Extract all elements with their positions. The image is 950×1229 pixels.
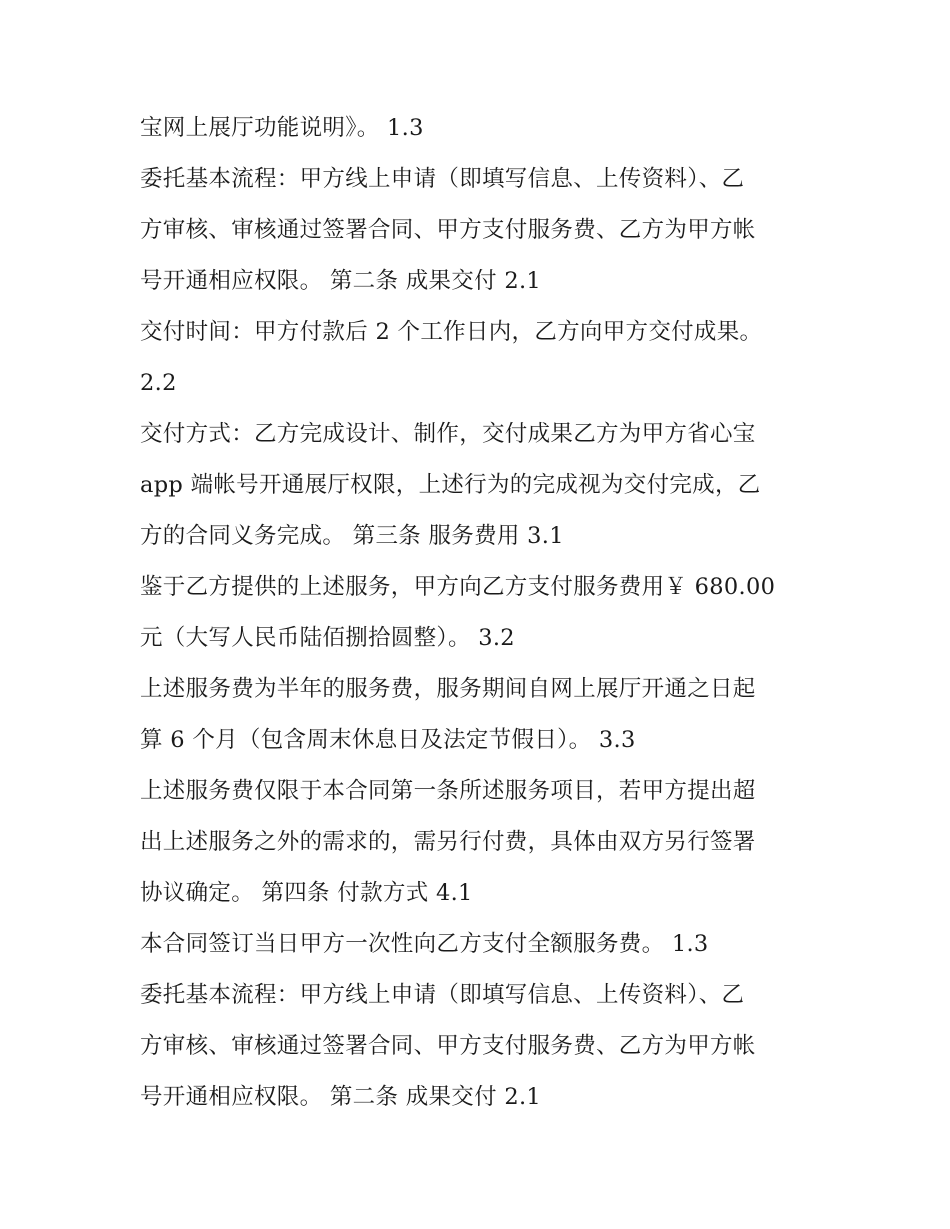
text-line: 交付时间：甲方付款后 2 个工作日内，乙方向甲方交付成果。 [140,319,763,345]
text-line: 协议确定。 第四条 付款方式 4.1 [140,880,473,906]
text-line: 交付方式：乙方完成设计、制作，交付成果乙方为甲方省心宝 [140,421,756,447]
text-line: 上述服务费为半年的服务费，服务期间自网上展厅开通之日起 [140,676,756,702]
text-line: 出上述服务之外的需求的，需另行付费，具体由双方另行签署 [140,829,756,855]
text-line: 委托基本流程：甲方线上申请（即填写信息、上传资料）、乙 [140,166,745,192]
text-line: 上述服务费仅限于本合同第一条所述服务项目，若甲方提出超 [140,778,756,804]
text-line: 方审核、审核通过签署合同、甲方支付服务费、乙方为甲方帐 [140,1033,756,1059]
text-line: 算 6 个月（包含周末休息日及法定节假日）。 3.3 [140,727,636,753]
text-line: 元（大写人民币陆佰捌拾圆整）。 3.2 [140,625,515,651]
text-line: 方审核、审核通过签署合同、甲方支付服务费、乙方为甲方帐 [140,217,756,243]
text-line: app 端帐号开通展厅权限，上述行为的完成视为交付完成，乙 [140,472,761,498]
text-line: 委托基本流程：甲方线上申请（即填写信息、上传资料）、乙 [140,982,745,1008]
contract-text [140,103,830,1123]
text-line: 宝网上展厅功能说明》。 1.3 [140,115,424,141]
text-line: 2.2 [140,370,177,396]
text-line: 鉴于乙方提供的上述服务，甲方向乙方支付服务费用￥ 680.00 [140,574,776,600]
text-line: 号开通相应权限。 第二条 成果交付 2.1 [140,1084,542,1110]
text-line: 方的合同义务完成。 第三条 服务费用 3.1 [140,523,564,549]
text-line: 本合同签订当日甲方一次性向乙方支付全额服务费。 1.3 [140,931,709,957]
text-line: 号开通相应权限。 第二条 成果交付 2.1 [140,268,542,294]
